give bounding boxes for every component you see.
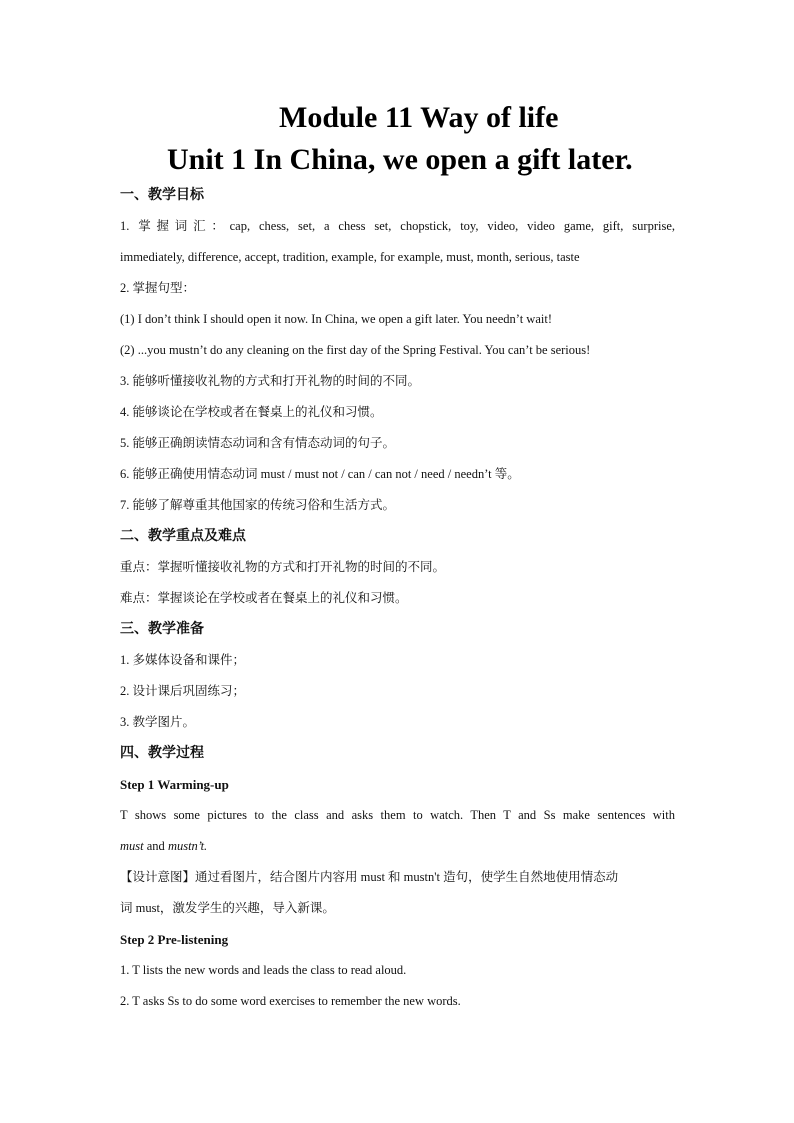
preparation-2: 2. 设计课后巩固练习； bbox=[120, 684, 246, 698]
objective-4: 4. 能够谈论在学校或者在餐桌上的礼仪和习惯。 bbox=[120, 405, 383, 419]
document-body bbox=[120, 180, 675, 1017]
step1-design-line1: 【设计意图】通过看图片，结合图片内容用 must 和 mustn't 造句，使学生自然地使用情态动 bbox=[120, 870, 619, 884]
step2-title: Step 2 Pre-listening bbox=[120, 932, 229, 947]
module-title: Module 11 Way of life bbox=[279, 101, 559, 134]
objective-7: 7. 能够了解尊重其他国家的传统习俗和生活方式。 bbox=[120, 498, 396, 512]
unit-title: Unit 1 In China, we open a gift later. bbox=[167, 143, 633, 176]
objective-vocab-line2: immediately, difference, accept, tradition, example, for example, must, month, serious, taste bbox=[120, 250, 580, 264]
preparation-3: 3. 教学图片。 bbox=[120, 715, 196, 729]
preparation-1: 1. 多媒体设备和课件； bbox=[120, 653, 246, 667]
word-and: and bbox=[143, 839, 168, 853]
section-heading-preparation: 三、教学准备 bbox=[120, 621, 204, 637]
objective-5: 5. 能够正确朗读情态动词和含有情态动词的句子。 bbox=[120, 436, 396, 450]
objective-6: 6. 能够正确使用情态动词 must / must not / can / can not / need / needn’t 等。 bbox=[120, 467, 520, 481]
sentence-pattern-2: (2) ...you mustn’t do any cleaning on the first day of the Spring Festival. You can’t be serious! bbox=[120, 343, 591, 357]
section-heading-process: 四、教学过程 bbox=[120, 745, 204, 761]
step2-item-2: 2. T asks Ss to do some word exercises to remember the new words. bbox=[120, 994, 461, 1008]
objective-vocab-line1: 1. 掌握词汇：cap, chess, set, a chess set, chopstick, toy, video, video game, gift, surprise, bbox=[120, 219, 675, 233]
step1-text-line1: T shows some pictures to the class and asks them to watch. Then T and Ss make sentences with bbox=[120, 808, 675, 822]
difficult-point: 难点：掌握谈论在学校或者在餐桌上的礼仪和习惯。 bbox=[120, 591, 408, 605]
key-point: 重点：掌握听懂接收礼物的方式和打开礼物的时间的不同。 bbox=[120, 560, 446, 574]
word-mustnt: mustn’t. bbox=[167, 839, 208, 853]
objective-sentences: 2. 掌握句型： bbox=[120, 281, 196, 295]
section-heading-key-points: 二、教学重点及难点 bbox=[120, 528, 246, 544]
word-must: must bbox=[120, 839, 144, 853]
sentence-pattern-1: (1) I don’t think I should open it now. In China, we open a gift later. You needn’t wait! bbox=[120, 312, 552, 326]
step1-design-line2: 词 must，激发学生的兴趣，导入新课。 bbox=[120, 901, 335, 915]
step1-text-line2 bbox=[120, 831, 675, 862]
objective-3: 3. 能够听懂接收礼物的方式和打开礼物的时间的不同。 bbox=[120, 374, 421, 388]
section-heading-objectives: 一、教学目标 bbox=[120, 187, 204, 203]
step2-item-1: 1. T lists the new words and leads the class to read aloud. bbox=[120, 963, 407, 977]
step1-title: Step 1 Warming-up bbox=[120, 777, 229, 792]
